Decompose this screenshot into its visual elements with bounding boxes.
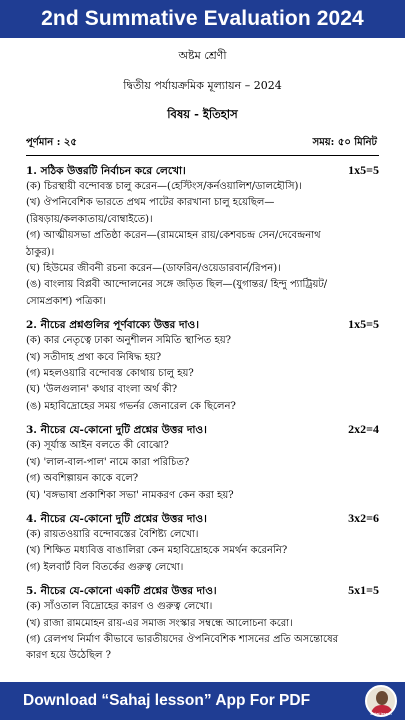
question-item: (ঘ) হিউমের জীবনী রচনা করেন—(ডাফরিন/ওয়েডারবার্ন/রিপন)। bbox=[26, 263, 281, 275]
question-item: (খ) শিক্ষিত মধ্যবিত্ত বাঙালিরা কেন মহাবিদ্রোহকে সমর্থন করেননি? bbox=[26, 545, 288, 557]
question-section-4 bbox=[26, 510, 379, 576]
question-marks: 5x1=5 bbox=[348, 583, 379, 598]
question-item: (রিষড়ায়/কলকাতায়/বোম্বাইতে)। bbox=[26, 213, 153, 225]
question-item: (ঙ) মহাবিদ্রোহের সময় গভর্নর জেনারেল কে ছিলেন? bbox=[26, 400, 236, 412]
question-item: কারণ হয়ে উঠেছিল ? bbox=[26, 650, 112, 662]
question-marks: 1x5=5 bbox=[348, 317, 379, 332]
question-title: 5. নীচের যে-কোনো একটি প্রশ্নের উত্তর দাও। bbox=[26, 585, 217, 598]
question-item: (গ) মহলওয়ারি বন্দোবস্ত কোথায় চালু হয়? bbox=[26, 368, 194, 380]
question-section-2 bbox=[26, 316, 379, 415]
question-item: (খ) 'লাল-বাল-পাল' নামে কারা পরিচিত? bbox=[26, 456, 190, 468]
time-allowed: সময়: ৫০ মিনিট bbox=[312, 137, 377, 148]
question-item: (খ) রাজা রামমোহন রায়-এর সমাজ সংস্কার সম্বন্ধে আলোচনা করো। bbox=[26, 617, 293, 629]
question-item: সোমপ্রকাশ) পত্রিকা। bbox=[26, 295, 106, 307]
question-title: 2. নীচের প্রশ্নগুলির পূর্ণবাক্যে উত্তর দাও। bbox=[26, 319, 200, 332]
subject-title: বিষয় - ইতিহাস bbox=[167, 107, 238, 121]
question-item: (ঘ) 'উলগুলান' কথার বাংলা অর্থ কী? bbox=[26, 384, 178, 396]
question-paper bbox=[26, 38, 379, 678]
question-item: (ক) সাঁওতাল বিদ্রোহের কারণ ও গুরুত্ব লেখো। bbox=[26, 601, 213, 613]
question-section-5 bbox=[26, 582, 379, 665]
question-title: 3. নীচের যে-কোনো দুটি প্রশ্নের উত্তর দাও। bbox=[26, 424, 207, 437]
full-marks: পূর্ণমান : ২৫ bbox=[26, 137, 77, 148]
top-banner bbox=[0, 0, 405, 38]
question-item: (গ) ইলবার্ট বিল বিতর্কের গুরুত্ব লেখো। bbox=[26, 561, 184, 573]
question-item: (ঙ) বাংলায় বিপ্লবী আন্দোলনের সঙ্গে জড়িত ছিল—(যুগান্তর/ হিন্দু প্যাট্রিয়ট/ bbox=[26, 279, 328, 291]
banner-title: 2nd Summative Evaluation 2024 bbox=[41, 7, 364, 30]
question-section-1 bbox=[26, 162, 379, 310]
question-marks: 2x2=4 bbox=[348, 422, 379, 437]
question-item: (ক) রায়তওয়ারি বন্দোবস্তের বৈশিষ্ট্য লেখো। bbox=[26, 528, 199, 540]
question-title: 4. নীচের যে-কোনো দুটি প্রশ্নের উত্তর দাও। bbox=[26, 512, 207, 525]
question-item: (ঘ) 'বঙ্গভাষা প্রকাশিকা সভা' নামকরণ কেন করা হয়? bbox=[26, 489, 234, 501]
question-item: (ক) সূর্যাস্ত আইন বলতে কী বোঝো? bbox=[26, 440, 169, 452]
download-app-text: Download “Sahaj lesson” App For PDF bbox=[23, 692, 311, 709]
question-marks: 3x2=6 bbox=[348, 510, 379, 525]
marks-time-row bbox=[26, 135, 379, 156]
question-item: (খ) ঔপনিবেশিক ভারতে প্রথম পাটের কারখানা চালু হয়েছিল— bbox=[26, 197, 275, 209]
question-item: (গ) অবশিল্পায়ন কাকে বলে? bbox=[26, 473, 139, 485]
question-item: ঠাকুর)। bbox=[26, 246, 55, 258]
question-sections bbox=[26, 162, 379, 665]
exam-title: দ্বিতীয় পর্যায়ক্রমিক মূল্যায়ন – 2024 bbox=[123, 79, 282, 92]
question-marks: 1x5=5 bbox=[348, 163, 379, 177]
question-item: (গ) রেলপথ নির্মাণ কীভাবে ভারতীয়দের ঔপনিবেশিক শাসনের প্রতি অসন্তোষের bbox=[26, 633, 339, 645]
question-item: (ক) কার নেতৃত্বে ঢাকা অনুশীলন সমিতি স্থাপিত হয়? bbox=[26, 335, 231, 347]
question-item: (ক) চিরস্থায়ী বন্দোবস্ত চালু করেন—(হেস্টিংস/কর্নওয়ালিশ/ডালহৌসি)। bbox=[26, 181, 302, 192]
question-item: (গ) আত্মীয়সভা প্রতিষ্ঠা করেন—(রামমোহন রায়/কেশবচন্দ্র সেন/দেবেন্দ্রনাথ bbox=[26, 230, 321, 242]
download-app-banner[interactable] bbox=[0, 682, 405, 720]
question-item: (খ) সতীদাহ প্রথা কবে নিষিদ্ধ হয়? bbox=[26, 351, 162, 363]
question-title: 1. সঠিক উত্তরটি নির্বাচন করে লেখো। bbox=[26, 165, 186, 177]
avatar-caption: Sahaj lesson bbox=[370, 712, 392, 716]
question-section-3 bbox=[26, 421, 379, 504]
class-title: অষ্টম শ্রেণী bbox=[178, 49, 227, 62]
